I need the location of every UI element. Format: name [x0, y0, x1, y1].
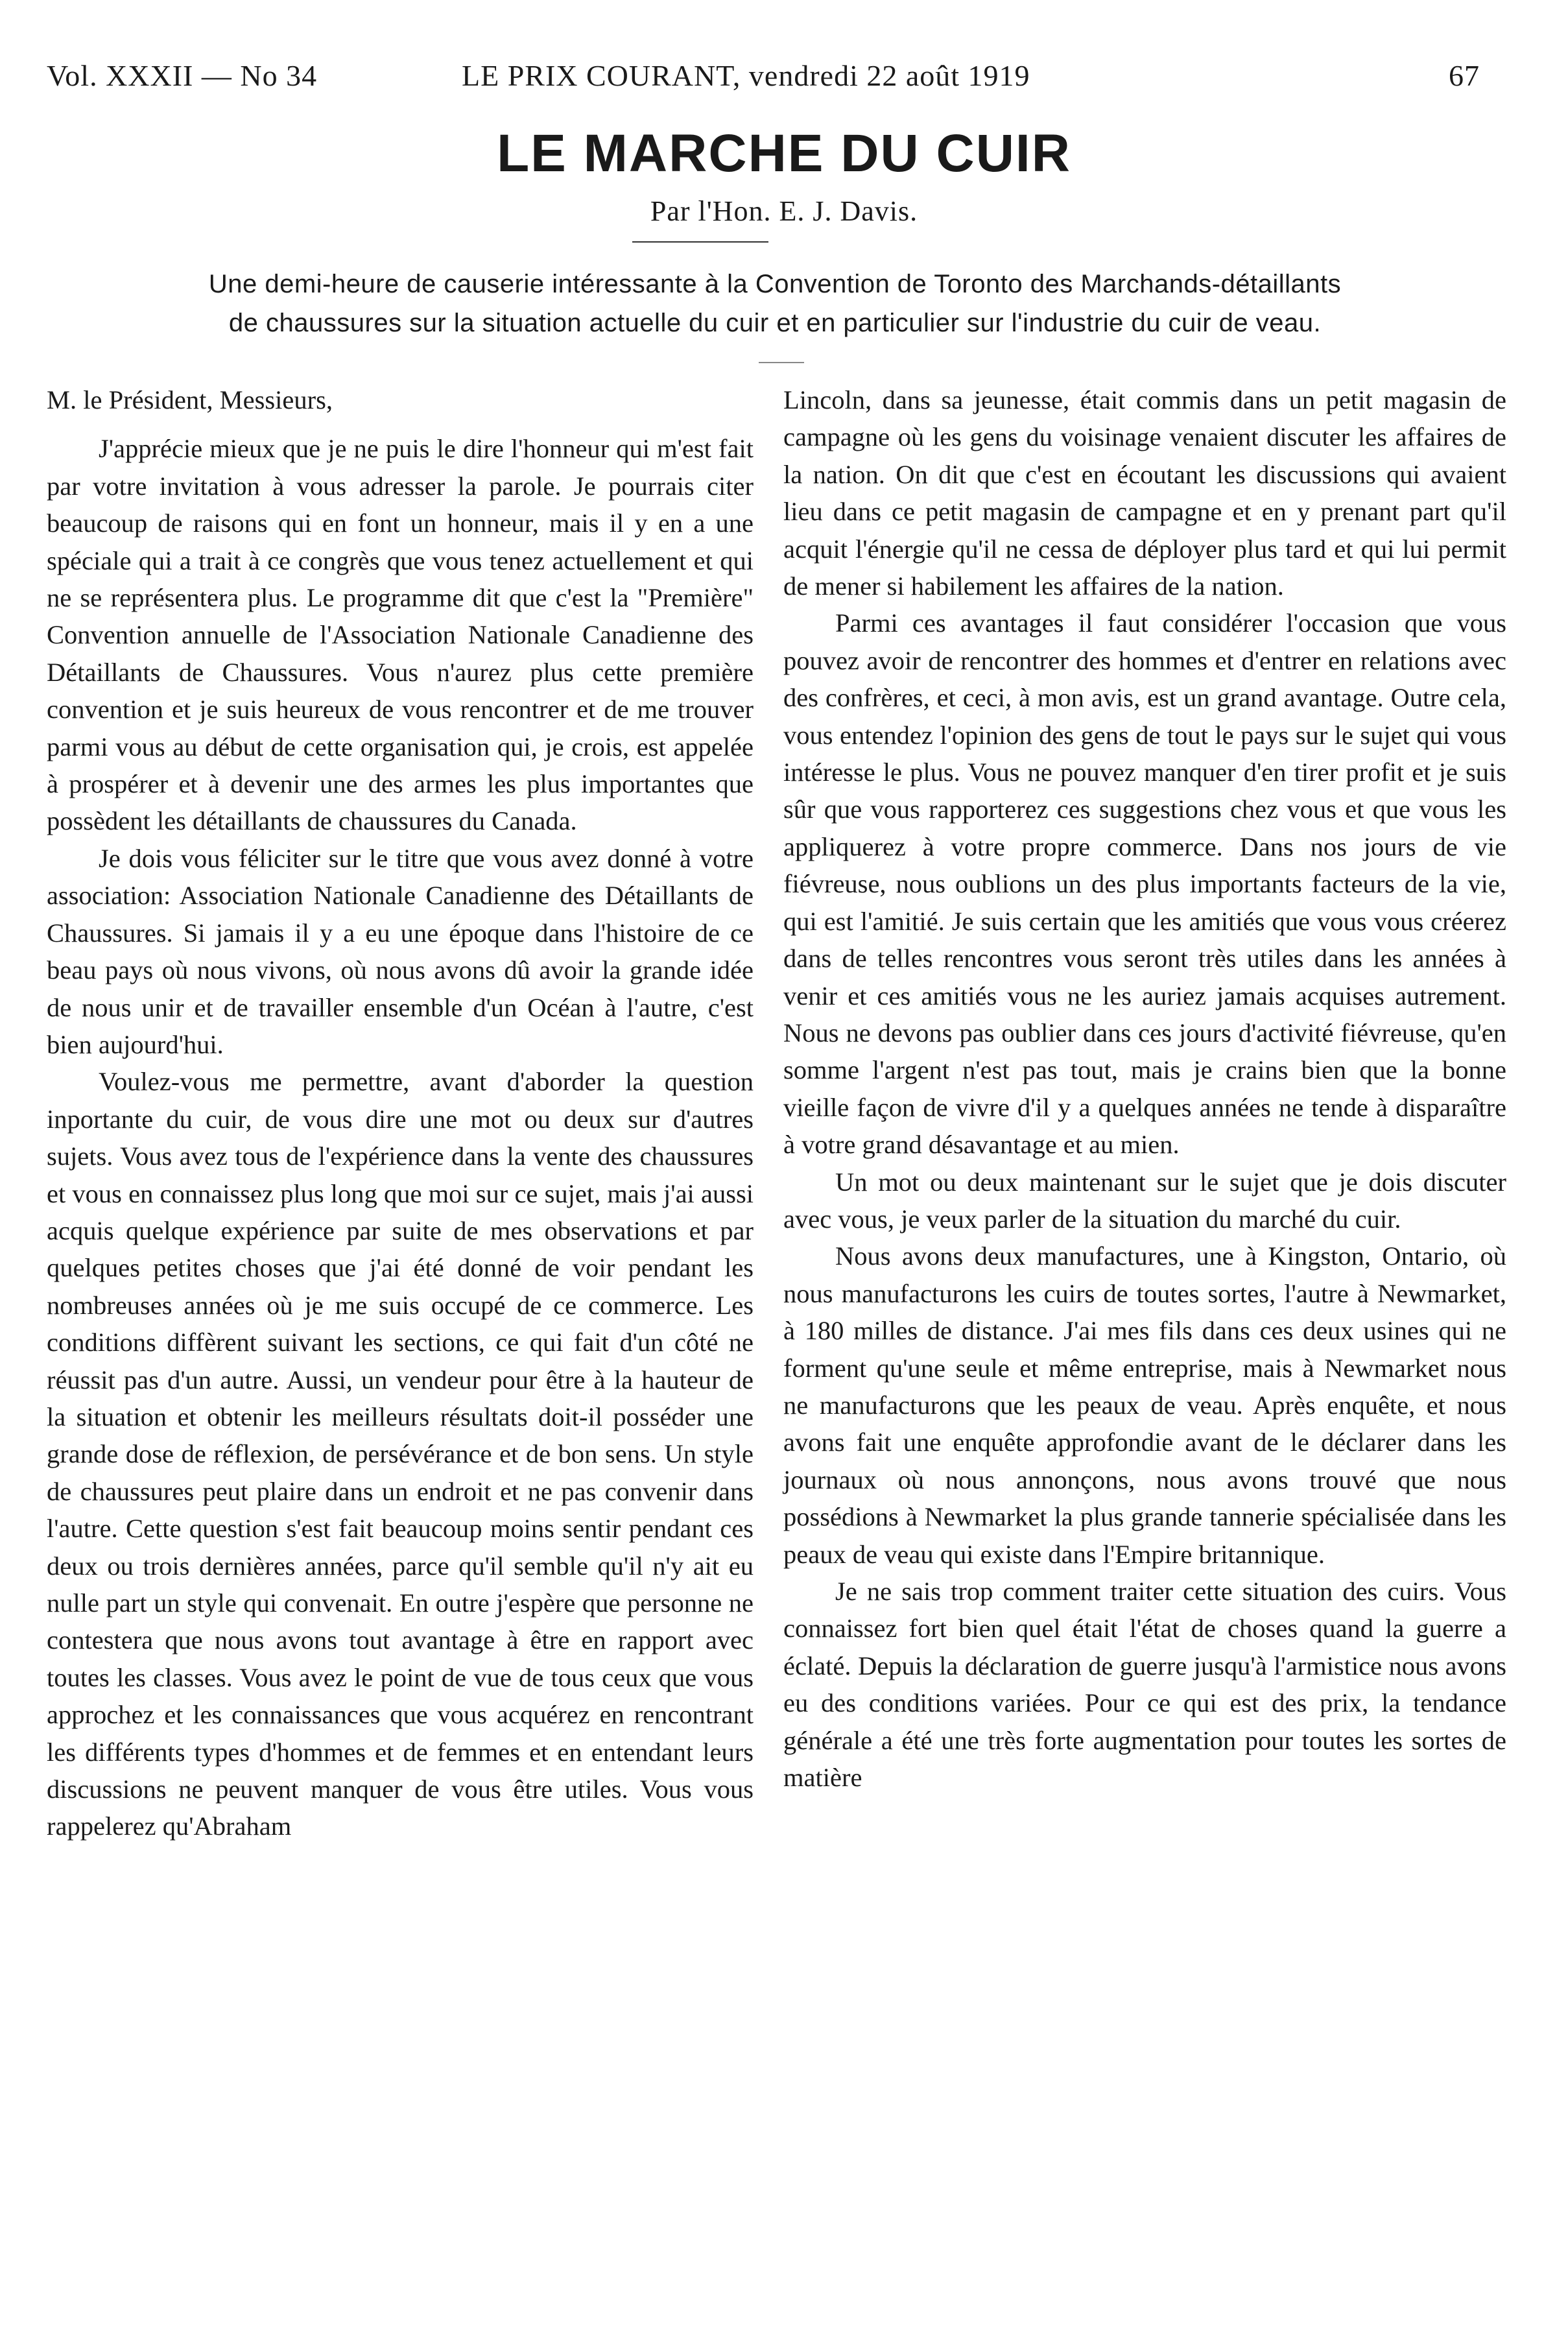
publication-line: LE PRIX COURANT, vendredi 22 août 1919	[462, 59, 1030, 92]
volume-number: Vol. XXXII — No 34	[47, 59, 318, 92]
paragraph: Nous avons deux manufactures, une à Kingston, Ontario, où nous manufacturons les cuirs de toutes sortes, l'autre à Newmarket, à 180 milles de distance. J'ai mes fils dans ces deux usines qui ne forment qu'une seule et même entreprise, mais à Newmarket nous ne manufacturons que les peaux de veau. Après enquête, et nous avons fait une enquête approfondie avant de le déclarer dans les journaux où nous annonçons, nous avons trouvé que nous possédions à Newmarket la plus grande tannerie spécialisée dans les peaux de veau qui existe dans l'Empire britannique.	[783, 1241, 1506, 1569]
paragraph: Voulez-vous me permettre, avant d'aborder la question inportante du cuir, de vous dire une mot ou deux sur d'autres sujets. Vous avez tous de l'expérience dans la vente des chaussures et vous en connaissez plus long que moi sur ce sujet, mais j'ai aussi acquis quelque expérience par suite de mes observations et par quelques petites choses que j'ai été donné de voir pendant les nombreuses années où je me suis occupé de ce commerce. Les conditions diffèrent suivant les sections, ce qui fait d'un côté ne réussit pas d'un autre. Aussi, un vendeur pour être à la hauteur de la situation et obtenir les meilleurs résultats doit-il posséder une grande dose de réflexion, de persévérance et de bon sens. Un style de chaussures peut plaire dans un endroit et ne pas convenir dans l'autre. Cette question s'est fait beaucoup moins sentir pendant ces deux ou trois dernières années, parce qu'il semble qu'il n'y ait eu nulle part un style qui convenait. En outre j'espère que personne ne contestera que nous avons tout avantage à être en rapport avec toutes les classes. Vous avez le point de vue de tous ceux que vous approchez et les connaissances que vous acquérez en rencontrant les différents types d'hommes et de femmes et en entendant leurs discussions ne peuvent manquer de vous être utiles. Vous vous rappelerez qu'Abraham	[47, 1067, 754, 1841]
paragraph: Je ne sais trop comment traiter cette situation des cuirs. Vous connaissez fort bien quel était l'état de choses quand la guerre a éclaté. Depuis la déclaration de guerre jusqu'à l'armistice nous avons eu des conditions variées. Pour ce qui est des prix, la tendance générale a été une très forte augmentation pour toutes les sortes de matière	[783, 1577, 1506, 1793]
divider	[759, 362, 804, 363]
paragraph: Parmi ces avantages il faut considérer l'occasion que vous pouvez avoir de rencontrer des hommes et d'entrer en relations avec des confrères, et ceci, à mon avis, est un grand avantage. Outre cela, vous entendez l'opinion des gens de tout le pays sur le sujet qui vous intéresse le plus. Vous ne pouvez manquer d'en tirer profit et je suis sûr que vous rapporterez ces suggestions chez vous et que vous les appliquerez à votre propre commerce. Dans nos jours de vie fiévreuse, nous oublions un des plus importants facteurs de la vie, qui est l'amitié. Je suis certain que les amitiés que vous vous créerez dans de telles rencontres vous seront très utiles dans les années à venir et ces amitiés vous ne les auriez jamais acquises autrement. Nous ne devons pas oublier dans ces jours d'activité fiévreuse, qu'en somme l'argent n'est pas tout, mais je crains bien que la bonne vieille façon de vivre d'il y a quelques années ne tende à disparaître à votre grand désavantage et au mien.	[783, 608, 1506, 1160]
page-header	[47, 51, 1480, 96]
article-author: Par l'Hon. E. J. Davis.	[650, 195, 918, 227]
paragraph: Je dois vous féliciter sur le titre que vous avez donné à votre association: Association Nationale Canadienne des Détaillants de Chaussures. Si jamais il y a eu une époque dans l'histoire de ce beau pays où nous vivons, où nous avons dû avoir la grande idée de nous unir et de travailler ensemble d'un Océan à l'autre, c'est bien aujourd'hui.	[47, 843, 754, 1059]
page-number: 67	[1449, 59, 1480, 92]
paragraph: Un mot ou deux maintenant sur le sujet que je dois discuter avec vous, je veux parler de la situation du marché du cuir.	[783, 1167, 1506, 1234]
subtitle-line-1: Une demi-heure de causerie intéressante à la Convention de Toronto des Marchands-détaillants	[208, 270, 1342, 298]
right-column	[783, 381, 1506, 1796]
salutation: M. le Président, Messieurs,	[47, 385, 333, 414]
subtitle-line-2: de chaussures sur la situation actuelle du cuir et en particulier sur l'industrie du cuir de veau.	[228, 309, 1322, 337]
left-column	[47, 381, 754, 1845]
article-title: LE MARCHE DU CUIR	[497, 124, 1071, 183]
paragraph: J'apprécie mieux que je ne puis le dire l'honneur qui m'est fait par votre invitation à vous adresser la parole. Je pourrais citer beaucoup de raisons qui en font un honneur, mais il y en a une spéciale qui a trait à ce congrès que vous tenez actuellement et qui ne se représentera plus. Le programme dit que c'est la "Première" Convention annuelle de l'Association Nationale Canadienne des Détaillants de Chaussures. Vous n'aurez plus cette première convention et je suis heureux de vous rencontrer et de me trouver parmi vous au début de cette organisation qui, je crois, est appelée à prospérer et à devenir une des armes les plus importantes que possèdent les détaillants de chaussures du Canada.	[47, 434, 754, 836]
article-subtitle	[84, 265, 1466, 342]
divider	[632, 241, 768, 243]
paragraph: Lincoln, dans sa jeunesse, était commis dans un petit magasin de campagne où les gens du voisinage venaient discuter les affaires de la nation. On dit que c'est en écoutant les discussions qui avaient lieu dans ce petit magasin de campagne et en y prenant part qu'il acquit l'énergie qu'il ne cessa de déployer plus tard et qui lui permit de mener si habilement les affaires de la nation.	[783, 385, 1506, 601]
